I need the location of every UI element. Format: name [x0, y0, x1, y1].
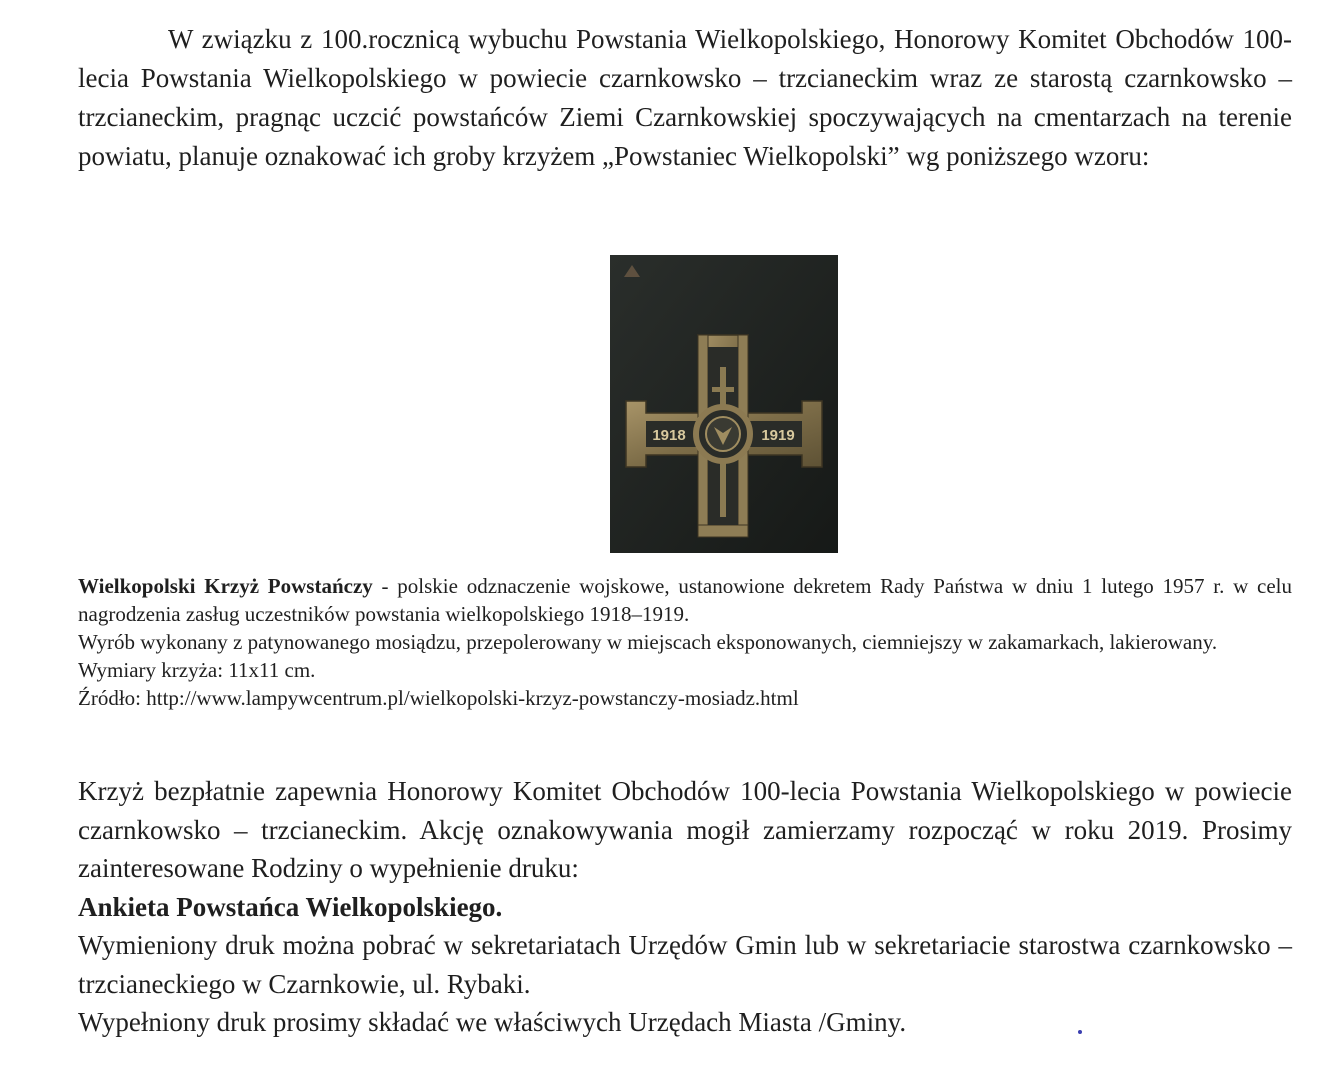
caption-title: Wielkopolski Krzyż Powstańczy [78, 574, 373, 598]
body-paragraph-2: Wymieniony druk można pobrać w sekretariatach Urzędów Gmin lub w sekretariacie starostwa czarnkowsko – trzcianeckiego w Czarnkowie, ul. Rybaki. [78, 930, 1292, 999]
lower-section [78, 772, 1292, 1042]
figure-caption [78, 572, 1292, 712]
caption-material: Wyrób wykonany z patynowanego mosiądzu, przepolerowany w miejscach eksponowanych, ciemniejszy w zakamarkach, lakierowany. [78, 630, 1218, 654]
document-page [78, 20, 1292, 1037]
year-right-label: 1919 [761, 427, 795, 444]
body-paragraph-1: Krzyż bezpłatnie zapewnia Honorowy Komitet Obchodów 100-lecia Powstania Wielkopolskiego w powiecie czarnkowsko – trzcianeckim. Akcję oznakowywania mogił zamierzamy rozpocząć w roku 2019. Prosimy zainteresowane Rodziny o wypełnienie druku: [78, 776, 1292, 883]
caption-source: Źródło: http://www.lampywcentrum.pl/wielkopolski-krzyz-powstanczy-mosiadz.html [78, 686, 799, 710]
ink-speck [1078, 1030, 1082, 1034]
caption-dimensions: Wymiary krzyża: 11x11 cm. [78, 658, 316, 682]
caption-description: - polskie odznaczenie wojskowe, ustanowione dekretem Rady Państwa w dniu 1 lutego 1957 r. w celu nagrodzenia zasług uczestników powstania wielkopolskiego 1918–1919. [78, 574, 1292, 626]
survey-title: Ankieta Powstańca Wielkopolskiego. [78, 891, 503, 922]
year-left-label: 1918 [652, 427, 686, 444]
intro-paragraph: W związku z 100.rocznicą wybuchu Powstania Wielkopolskiego, Honorowy Komitet Obchodów 100-lecia Powstania Wielkopolskiego w powiecie czarnkowsko – trzcianeckim wraz ze starostą czarnkowsko – trzcianeckim, pragnąc uczcić powstańców Ziemi Czarnkowskiej spoczywających na cmentarzach na terenie powiatu, planuje oznakować ich groby krzyżem „Powstaniec Wielkopolski” wg poniższego wzoru: [78, 24, 1292, 171]
uprising-cross-image [610, 255, 838, 553]
caption-title-line [78, 572, 1292, 628]
cross-photo [610, 255, 838, 553]
body-paragraph-3: Wypełniony druk prosimy składać we właściwych Urzędach Miasta /Gminy. [78, 1007, 907, 1037]
